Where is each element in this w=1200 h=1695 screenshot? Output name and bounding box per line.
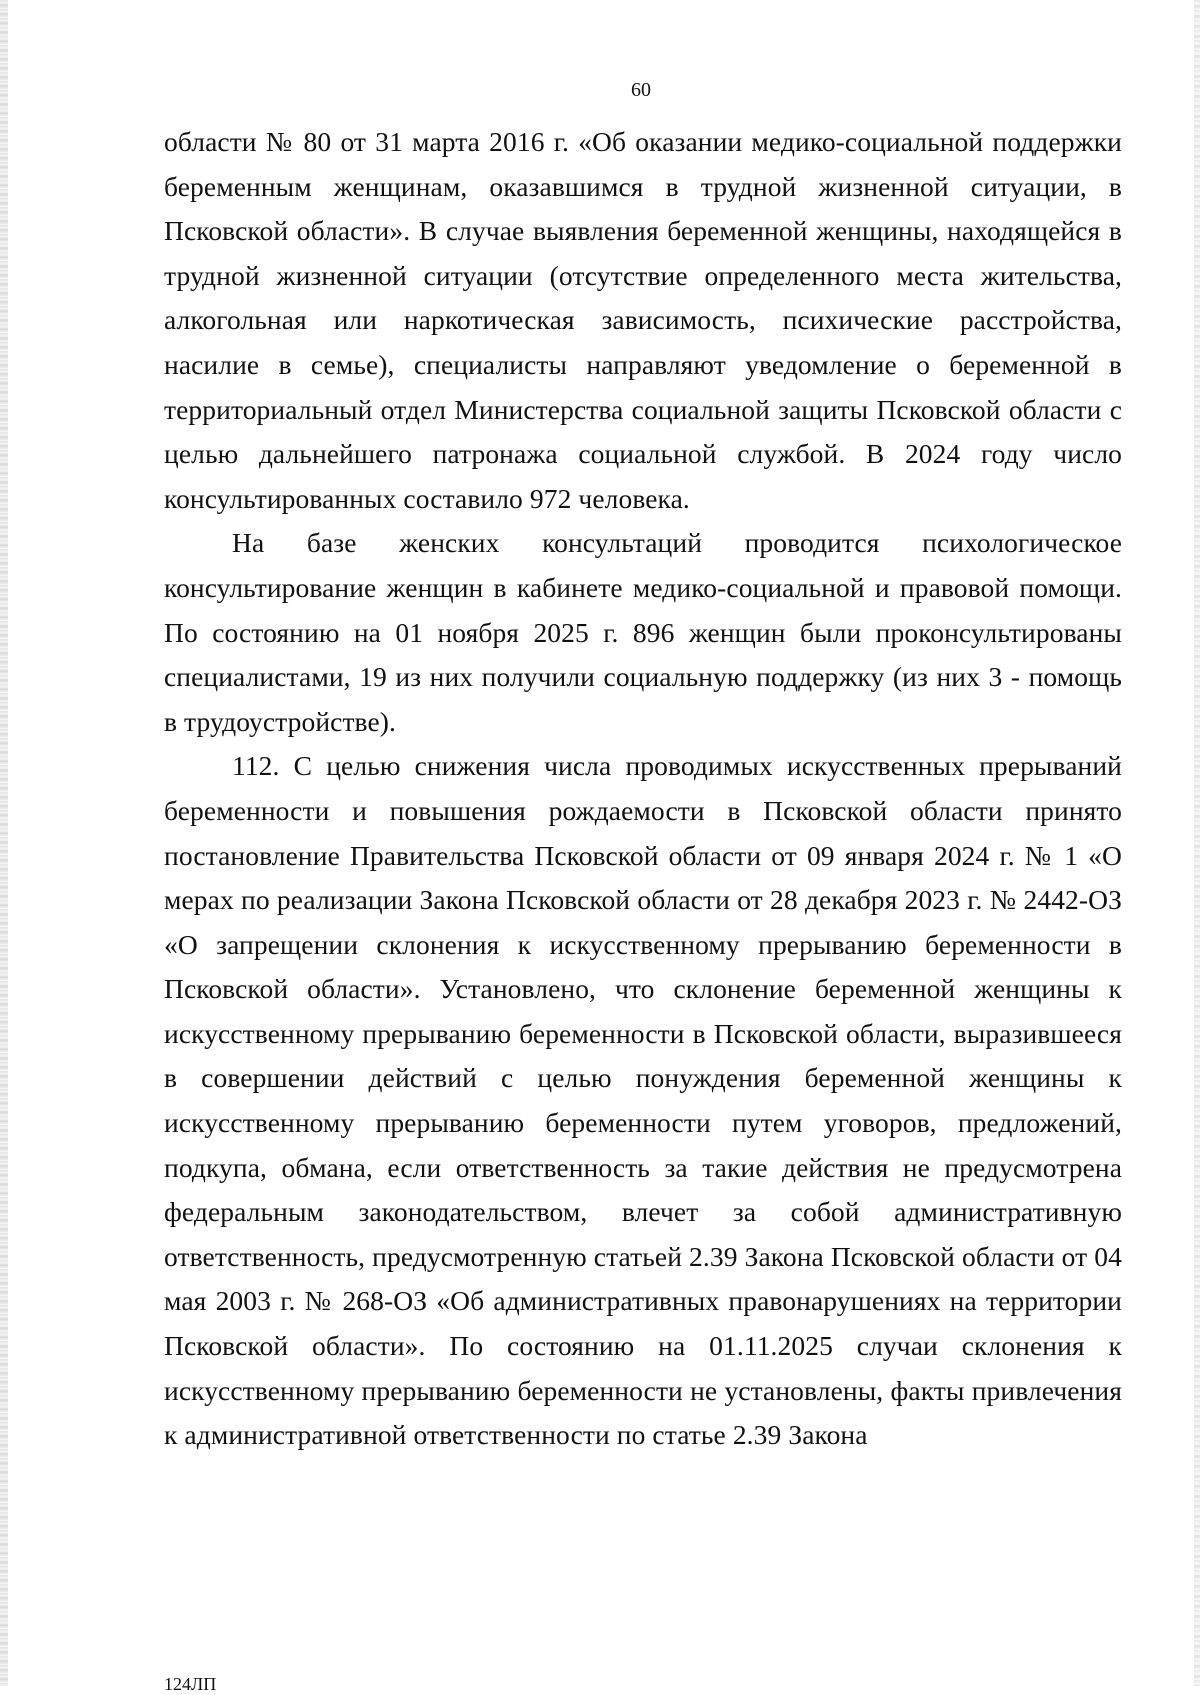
scan-edge-left — [0, 0, 8, 1686]
paragraph-3: 112. С целью снижения числа проводимых искусственных прерываний беременности и повышения рождаемости в Псковской области принято постановление Правительства Псковской области от 09 января 2024 г. № 1 «О мерах по реализации Закона Псковской области от 28 декабря 2023 г. № 2442-ОЗ «О запрещении склонения к искусственному прерыванию беременности в Псковской области». Установлено, что склонение беременной женщины к искусственному прерыванию беременности в Псковской области, выразившееся в совершении действий с целью понуждения беременной женщины к искусственному прерыванию беременности путем уговоров, предложений, подкупа, обмана, если ответственность за такие действия не предусмотрена федеральным законодательством, влечет за собой административную ответственность, предусмотренную статьей 2.39 Закона Псковской области от 04 мая 2003 г. № 268-ОЗ «Об административных правонарушениях на территории Псковской области». По состоянию на 01.11.2025 случаи склонения к искусственному прерыванию беременности не установлены, факты привлечения к административной ответственности по статье 2.39 Закона — [164, 750, 1122, 1451]
document-code: 124ЛП — [164, 1674, 217, 1694]
page-number: 60 — [631, 79, 651, 101]
document-body — [164, 120, 1122, 1458]
paragraph-1: области № 80 от 31 марта 2016 г. «Об оказании медико-социальной поддержки беременным женщинам, оказавшимся в трудной жизненной ситуации, в Псковской области». В случае выявления беременной женщины, находящейся в трудной жизненной ситуации (отсутствие определенного места жительства, алкогольная или наркотическая зависимость, психические расстройства, насилие в семье), специалисты направляют уведомление о беременной в территориальный отдел Министерства социальной защиты Псковской области с целью дальнейшего патронажа социальной службой. В 2024 году число консультированных составило 972 человека. — [164, 126, 1122, 514]
scan-edge-right — [1194, 0, 1200, 1686]
paragraph-2: На базе женских консультаций проводится психологическое консультирование женщин в кабинете медико-социальной и правовой помощи. По состоянию на 01 ноября 2025 г. 896 женщин были проконсультированы специалистами, 19 из них получили социальную поддержку (из них 3 - помощь в трудоустройстве). — [164, 527, 1122, 737]
